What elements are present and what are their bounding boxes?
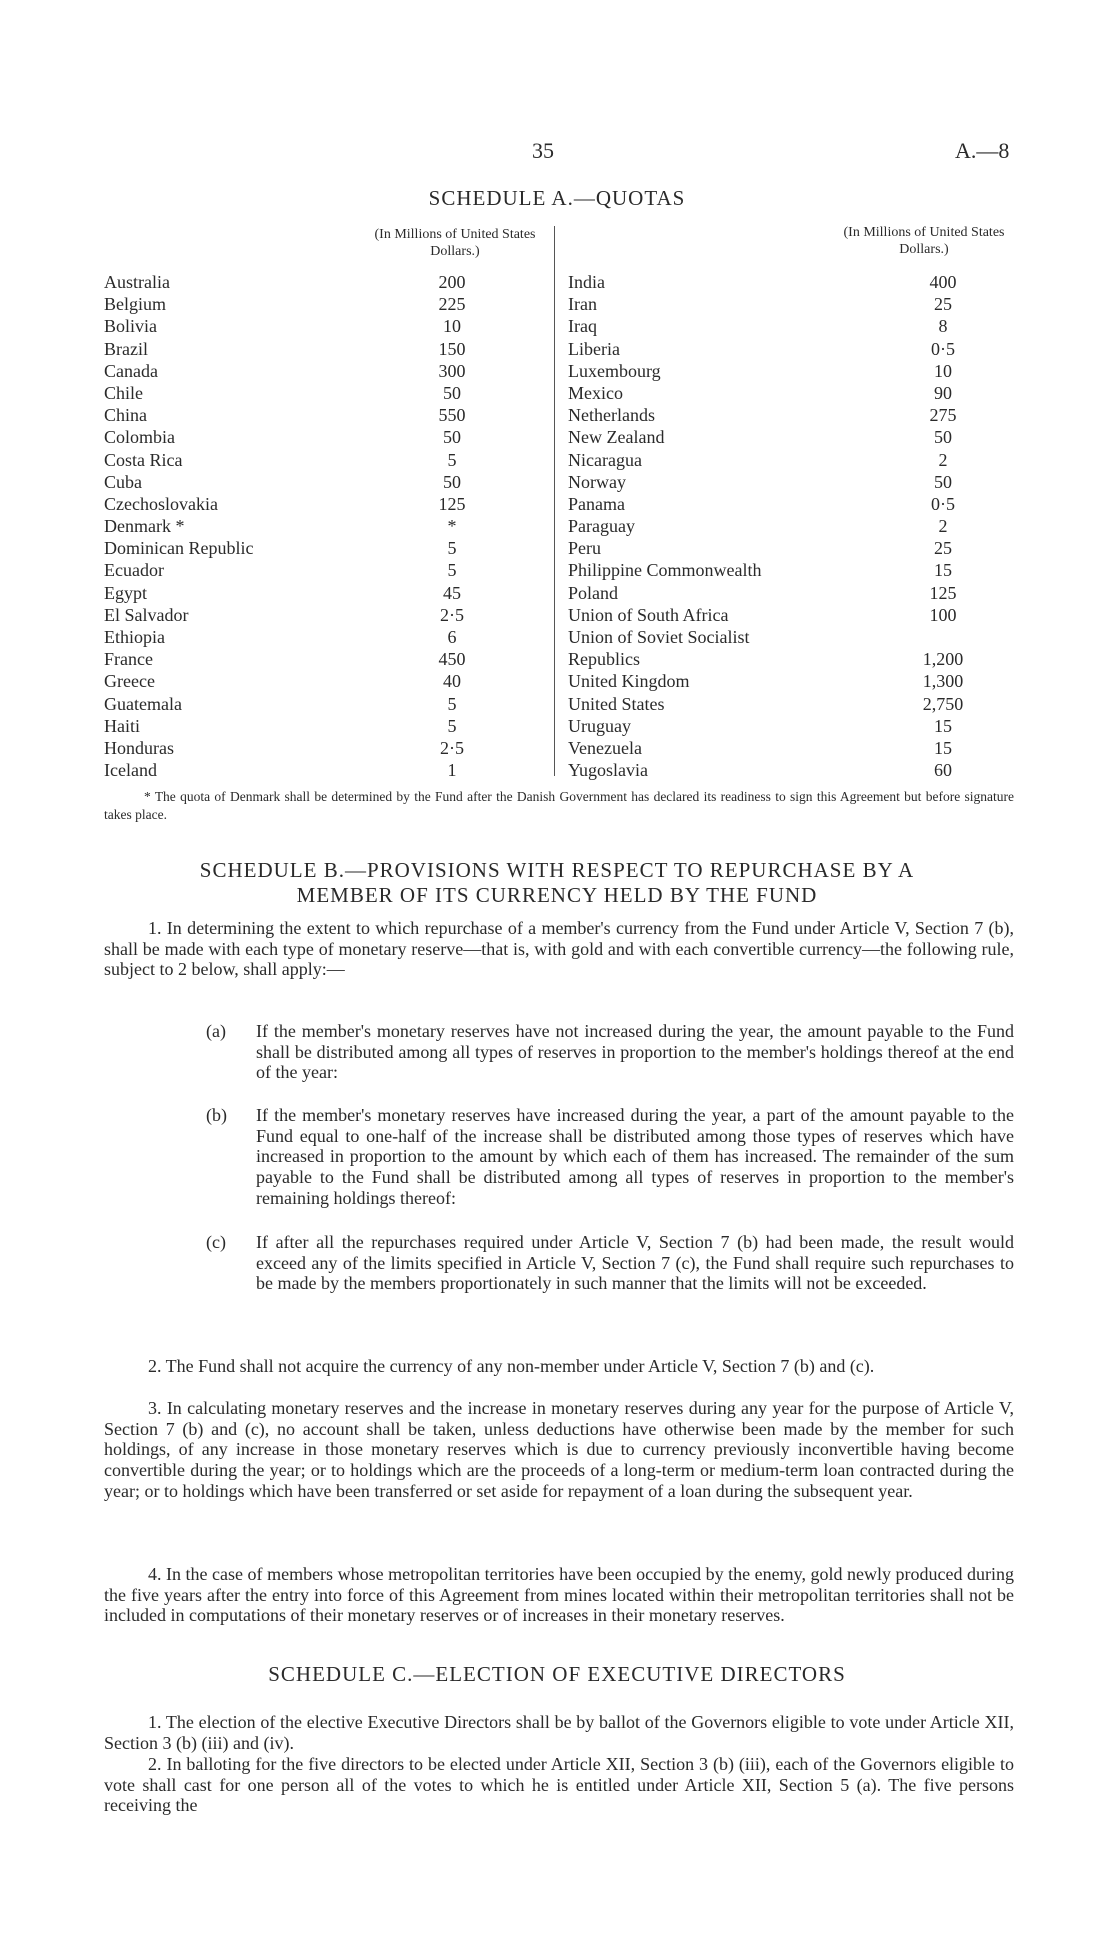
quota-row (104, 693, 549, 715)
item-label: (c) (206, 1232, 226, 1252)
quota-amount: 1,300 (922, 671, 964, 692)
quota-amount: 15 (934, 737, 952, 758)
quota-amount: 50 (443, 382, 461, 403)
quota-row (104, 582, 549, 604)
quota-row (104, 515, 549, 537)
country-name: Iran (568, 294, 597, 315)
country-name: United Kingdom (568, 671, 690, 692)
schedule-c-paragraph-1: 1. The election of the elective Executive Directors shall be by ballot of the Governors eligible to vote under Article XII, Section 3 (b) (iii) and (iv). (104, 1712, 1014, 1753)
country-name: Luxembourg (568, 360, 661, 381)
country-name: Canada (104, 360, 158, 381)
quota-row (104, 493, 549, 515)
quota-row (104, 737, 549, 759)
country-name: Haiti (104, 715, 140, 736)
column-divider (554, 226, 555, 776)
quota-row (568, 515, 1018, 537)
quota-amount: 10 (934, 360, 952, 381)
quota-amount: 150 (438, 338, 466, 359)
quota-amount: 15 (934, 560, 952, 581)
country-name: Republics (568, 649, 640, 670)
quota-amount: 25 (934, 538, 952, 559)
quota-amount: 225 (438, 294, 466, 315)
quota-row (568, 604, 1018, 626)
schedule-b-item-a (206, 1021, 1014, 1083)
quota-amount: 2 (938, 516, 948, 537)
schedule-b-paragraph-2: 2. The Fund shall not acquire the currency of any non-member under Article V, Section 7 (b) and (c). (148, 1356, 875, 1376)
quota-amount: 2,750 (922, 693, 964, 714)
quota-row (568, 648, 1018, 670)
quota-row (568, 449, 1018, 471)
quota-row (568, 404, 1018, 426)
quota-amount: 125 (929, 582, 957, 603)
quota-row (104, 604, 549, 626)
country-name: Nicaragua (568, 449, 642, 470)
schedule-b-title-line-1: SCHEDULE B.—PROVISIONS WITH RESPECT TO REPURCHASE BY A (199, 858, 915, 882)
quota-amount: 50 (934, 427, 952, 448)
quota-amount: 2 (938, 449, 948, 470)
quota-amount: 200 (438, 272, 466, 292)
country-name: China (104, 405, 147, 426)
quota-row (568, 559, 1018, 581)
quota-amount: 550 (438, 405, 466, 426)
quota-amount: 2·5 (440, 604, 464, 625)
country-name: Liberia (568, 338, 620, 359)
country-name: Netherlands (568, 405, 655, 426)
quota-row (568, 626, 1018, 648)
quota-amount: 50 (443, 427, 461, 448)
country-name: Yugoslavia (568, 760, 648, 781)
quota-row (104, 648, 549, 670)
schedule-c-paragraph-2: 2. In balloting for the five directors to be elected under Article XII, Section 3 (b) (iii), each of the Governors eligible to vote shall cast for one person all of the votes to which he is entitled under Article XII, Section 5 (a). The five persons receiving the (104, 1754, 1014, 1816)
schedule-b-title (0, 858, 1114, 908)
quota-amount: 50 (443, 471, 461, 492)
country-name: France (104, 649, 153, 670)
country-name: Peru (568, 538, 601, 559)
country-name: Australia (104, 272, 170, 292)
country-name: Greece (104, 671, 155, 692)
units-note-left: (In Millions of United States Dollars.) (374, 227, 536, 259)
schedule-c-title: SCHEDULE C.—ELECTION OF EXECUTIVE DIRECTORS (268, 1662, 846, 1686)
quota-row (568, 271, 1018, 293)
quota-row (104, 715, 549, 737)
country-name: Chile (104, 382, 143, 403)
quota-row (568, 715, 1018, 737)
quota-row (568, 693, 1018, 715)
quota-row (104, 670, 549, 692)
quota-row (568, 382, 1018, 404)
country-name: Ecuador (104, 560, 164, 581)
units-note-right: (In Millions of United States Dollars.) (843, 225, 1005, 257)
quota-amount: 25 (934, 294, 952, 315)
country-name: United States (568, 693, 665, 714)
quota-amount: 45 (443, 582, 461, 603)
quota-amount: 5 (447, 715, 457, 736)
quota-amount: 6 (447, 627, 457, 647)
quota-amount: 40 (443, 671, 461, 692)
quota-amount: 10 (443, 316, 461, 337)
country-name: Mexico (568, 382, 623, 403)
quota-amount: 50 (934, 471, 952, 492)
quota-row (568, 493, 1018, 515)
quota-amount: 60 (934, 760, 952, 781)
item-label: (a) (206, 1021, 226, 1041)
item-text: If after all the repurchases required under Article V, Section 7 (b) had been made, the result would exceed any of the limits specified in Article V, Section 7 (c), the Fund shall require such repurchases to be made by the members proportionately in such manner that the limits will not be exceeded. (256, 1232, 1014, 1294)
schedule-b-item-b (206, 1105, 1014, 1209)
quota-amount: 2·5 (440, 737, 464, 758)
quota-row (104, 537, 549, 559)
quota-amount: 400 (929, 272, 957, 292)
quota-row (568, 426, 1018, 448)
country-name: New Zealand (568, 427, 665, 448)
country-name: Belgium (104, 294, 166, 315)
quota-amount: 300 (438, 360, 466, 381)
country-name: Paraguay (568, 516, 635, 537)
country-name: El Salvador (104, 604, 189, 625)
quota-row (568, 471, 1018, 493)
quota-row (104, 759, 549, 781)
quota-amount: 8 (938, 316, 948, 337)
country-name: Panama (568, 493, 625, 514)
country-name: Bolivia (104, 316, 157, 337)
denmark-footnote: * The quota of Denmark shall be determined by the Fund after the Danish Government has declared its readiness to sign this Agreement but before signature takes place. (104, 789, 1014, 822)
quota-row (568, 759, 1018, 781)
quota-row (104, 360, 549, 382)
quota-row (104, 426, 549, 448)
quota-row (104, 315, 549, 337)
quota-row (568, 338, 1018, 360)
quota-row (104, 293, 549, 315)
country-name: Iceland (104, 760, 157, 781)
quota-row (568, 315, 1018, 337)
country-name: Guatemala (104, 693, 182, 714)
country-name: Ethiopia (104, 627, 165, 647)
schedule-a-title: SCHEDULE A.—QUOTAS (428, 186, 686, 210)
quota-amount: 125 (438, 493, 466, 514)
quota-amount: 100 (929, 604, 957, 625)
quota-row (568, 582, 1018, 604)
country-name: Denmark * (104, 516, 185, 537)
quota-table-left (104, 271, 549, 781)
quota-row (104, 338, 549, 360)
page-reference: A.—8 (955, 138, 1010, 163)
country-name: Union of South Africa (568, 604, 729, 625)
quota-row (104, 559, 549, 581)
quota-row (104, 449, 549, 471)
quota-table-right (568, 271, 1018, 781)
item-text: If the member's monetary reserves have increased during the year, a part of the amount payable to the Fund equal to one-half of the increase shall be distributed among those types of reserves which have increased in proportion to the amount by which each of them has increased. The remainder of the sum payable to the Fund shall be distributed among all types of reserves in proportion to the member's remaining holdings thereof: (256, 1105, 1014, 1208)
schedule-b-item-c (206, 1232, 1014, 1294)
country-name: Egypt (104, 582, 147, 603)
schedule-b-paragraph-4: 4. In the case of members whose metropolitan territories have been occupied by the enemy, gold newly produced during the five years after the entry into force of this Agreement from mines located within their metropolitan territories shall not be included in computations of their monetary reserves or of increases in their monetary reserves. (104, 1564, 1014, 1626)
country-name: Iraq (568, 316, 597, 337)
quota-amount: 0·5 (931, 338, 955, 359)
quota-row (568, 737, 1018, 759)
quota-amount: * (447, 516, 457, 537)
country-name: Norway (568, 471, 626, 492)
quota-row (104, 626, 549, 648)
quota-row (568, 293, 1018, 315)
quota-amount: 15 (934, 715, 952, 736)
quota-amount: 5 (447, 693, 457, 714)
country-name: Venezuela (568, 737, 642, 758)
quota-amount: 450 (438, 649, 466, 670)
country-name: India (568, 272, 605, 292)
quota-amount: 5 (447, 449, 457, 470)
schedule-b-title-line-2: MEMBER OF ITS CURRENCY HELD BY THE FUND (296, 883, 818, 907)
item-label: (b) (206, 1105, 227, 1125)
country-name: Costa Rica (104, 449, 183, 470)
quota-amount: 0·5 (931, 493, 955, 514)
country-name: Poland (568, 582, 619, 603)
country-name: Cuba (104, 471, 142, 492)
quota-amount: 1,200 (922, 649, 964, 670)
quota-amount: 275 (929, 405, 957, 426)
quota-row (104, 382, 549, 404)
quota-row (104, 271, 549, 293)
quota-amount: 90 (934, 382, 952, 403)
country-name: Colombia (104, 427, 175, 448)
country-name: Czechoslovakia (104, 493, 218, 514)
quota-row (568, 360, 1018, 382)
country-name: Uruguay (568, 715, 631, 736)
schedule-b-paragraph-3: 3. In calculating monetary reserves and the increase in monetary reserves during any year for the purpose of Article V, Section 7 (b) and (c), no account shall be taken, unless deductions have otherwise been made by the member for such holdings, of any increase in those monetary reserves which is due to currency previously inconvertible having become convertible during the year; or to holdings which are the proceeds of a long-term or medium-term loan contracted during the year; or to holdings which have been transferred or set aside for repayment of a loan during the subsequent year. (104, 1398, 1014, 1501)
quota-amount: 5 (447, 538, 457, 559)
country-name: Union of Soviet Socialist (568, 627, 750, 647)
quota-amount: 1 (447, 760, 457, 781)
page-number: 35 (532, 138, 554, 163)
country-name: Honduras (104, 737, 174, 758)
quota-row (104, 404, 549, 426)
schedule-b-paragraph-1: 1. In determining the extent to which repurchase of a member's currency from the Fund under Article V, Section 7 (b), shall be made with each type of monetary reserve—that is, with gold and with each convertible currency—the following rule, subject to 2 below, shall apply:— (104, 918, 1014, 980)
quota-row (568, 670, 1018, 692)
quota-row (568, 537, 1018, 559)
quota-amount: 5 (447, 560, 457, 581)
country-name: Philippine Commonwealth (568, 560, 762, 581)
quota-row (104, 471, 549, 493)
country-name: Dominican Republic (104, 538, 254, 559)
item-text: If the member's monetary reserves have not increased during the year, the amount payable to the Fund shall be distributed among all types of reserves in proportion to the member's holdings thereof at the end of the year: (256, 1021, 1014, 1083)
country-name: Brazil (104, 338, 148, 359)
